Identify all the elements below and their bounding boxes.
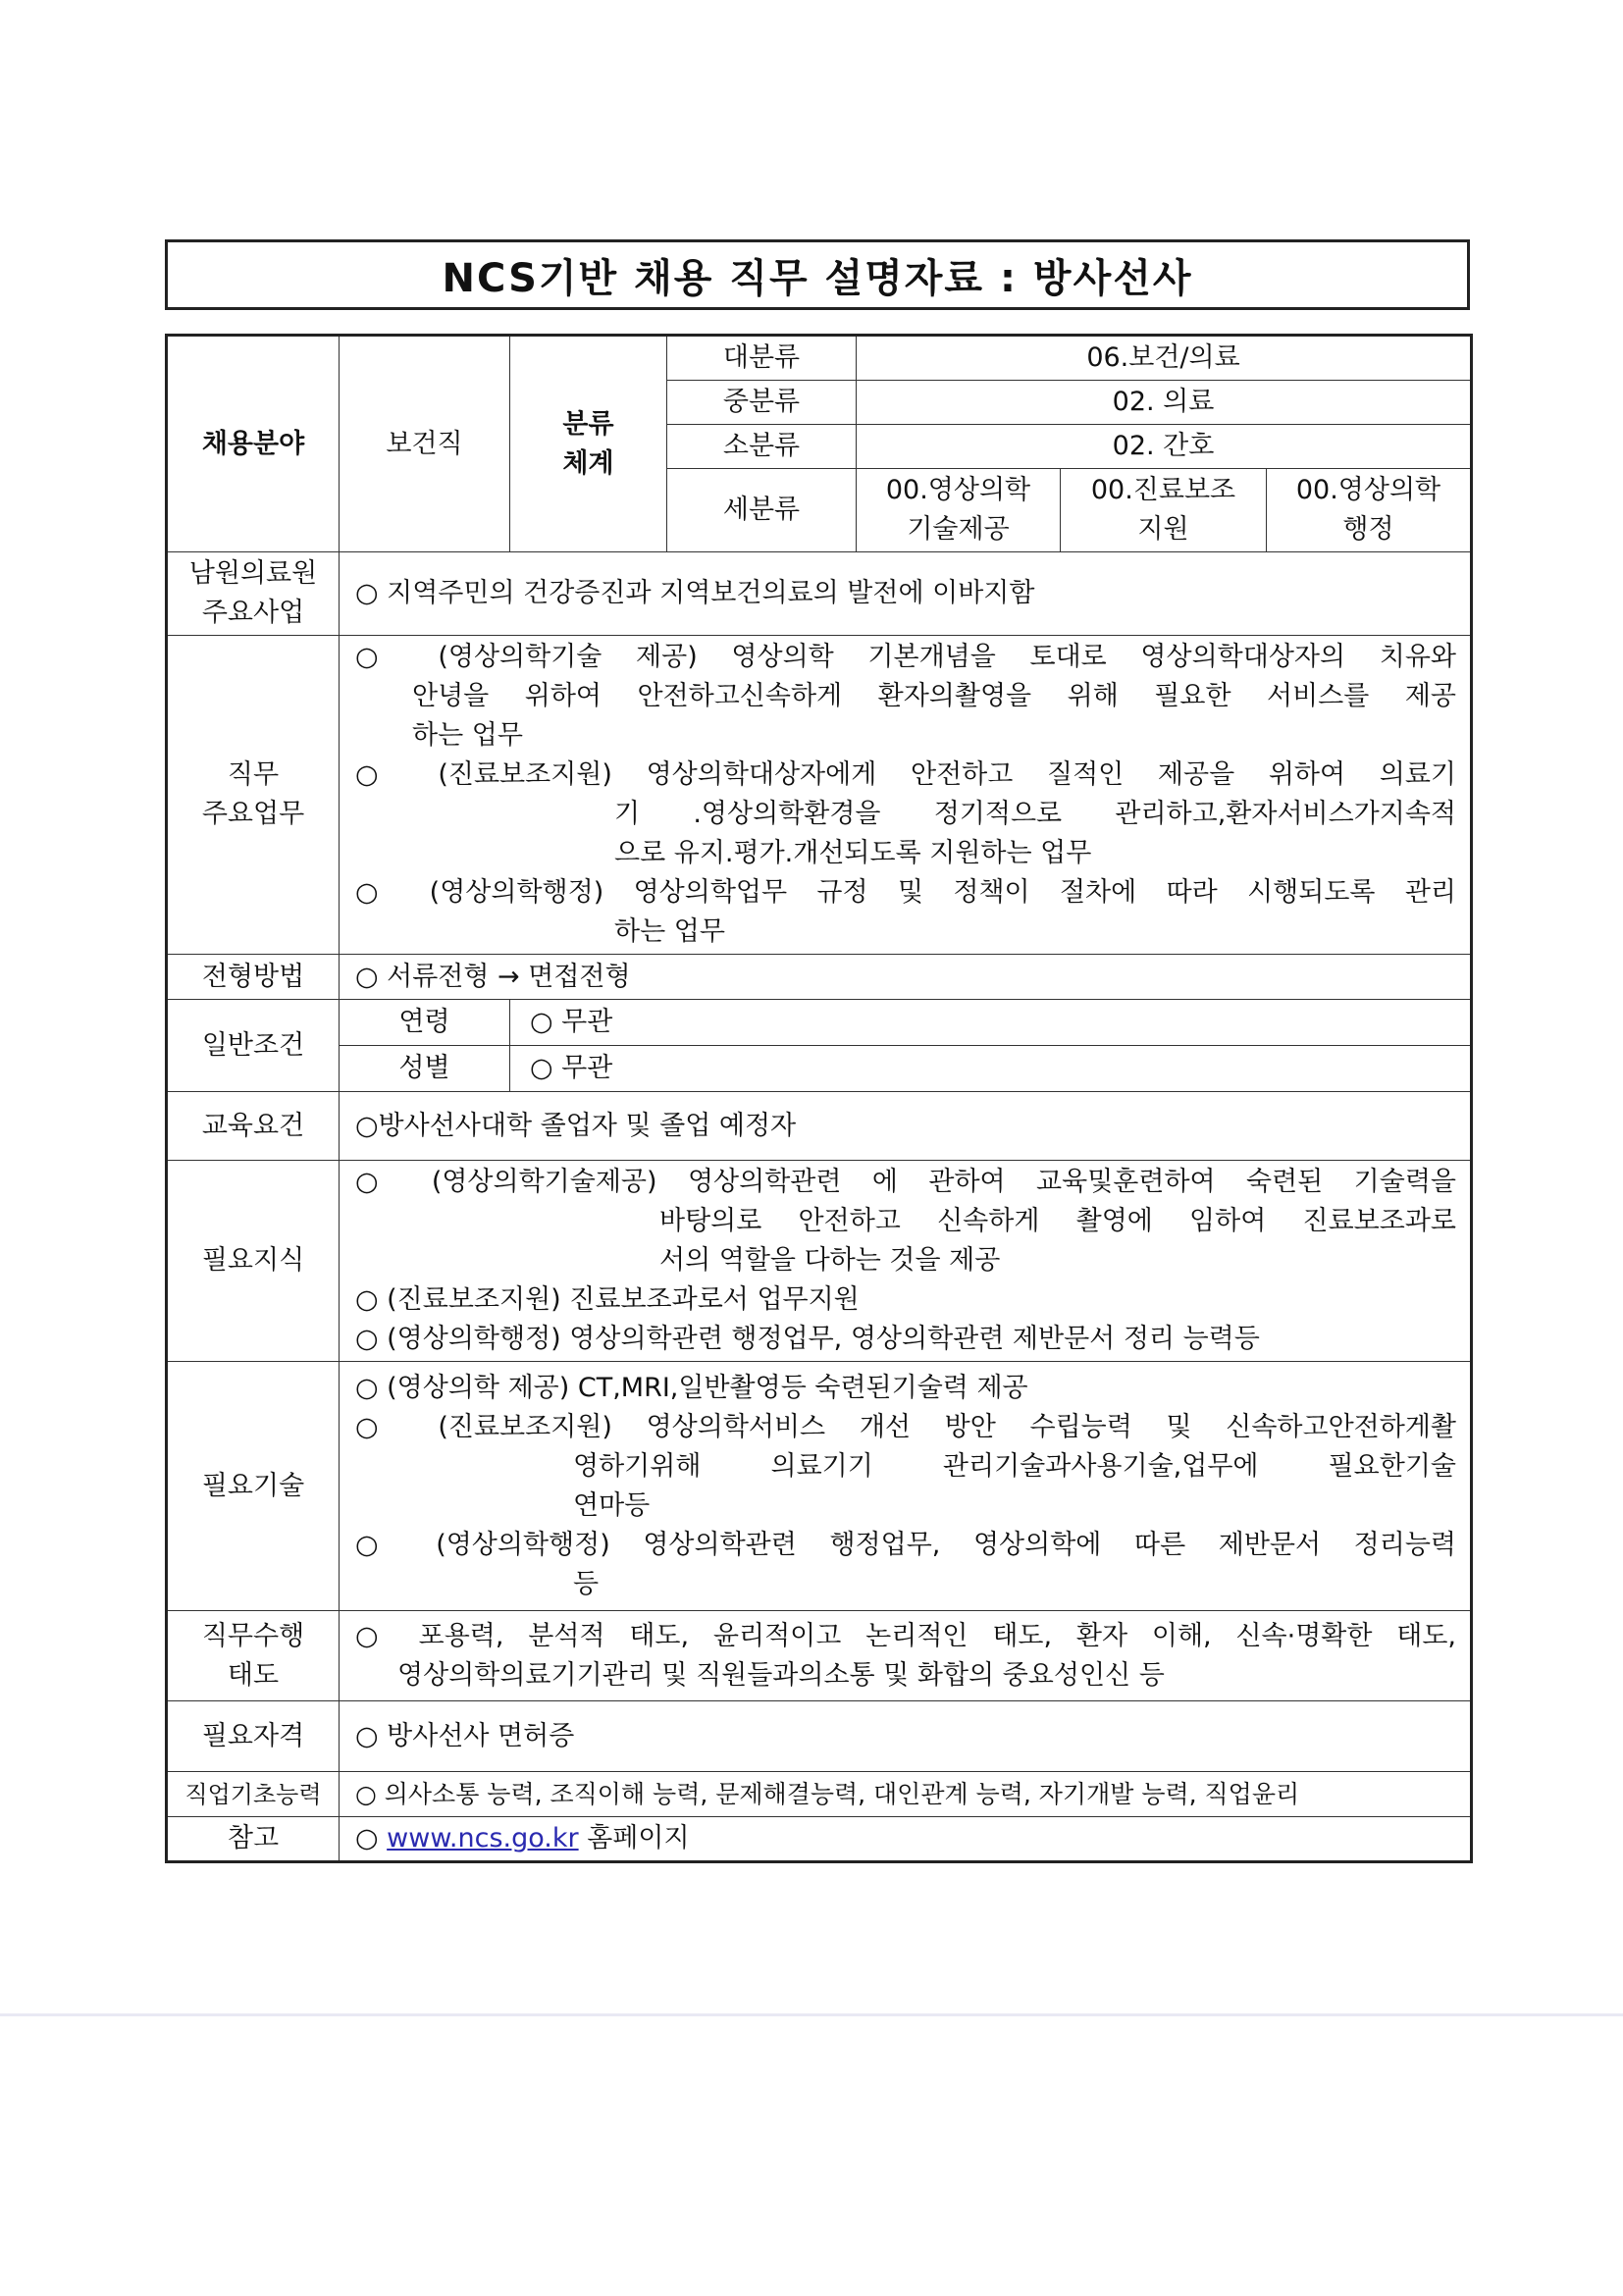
- sub-class-value-3-line2: 행정: [1342, 514, 1394, 545]
- gender-label: 성별: [340, 1046, 510, 1092]
- knowledge-line: ○ (진료보조지원) 진료보조과로서 업무지원: [355, 1284, 860, 1315]
- skills-label: 필요기술: [167, 1362, 340, 1611]
- sub-class-value-1-line2: 기술제공: [907, 514, 1010, 545]
- age-label: 연령: [340, 1000, 510, 1046]
- skills-line: ○ (진료보조지원) 영상의학서비스 개선 방안 수립능력 및 신속하고안전하게촬: [355, 1411, 1457, 1442]
- sub-class-value-2-line2: 지원: [1137, 514, 1189, 545]
- duties-line: 으로 유지.평가.개선되도록 지원하는 업무: [614, 838, 1092, 868]
- education-text: ○방사선사대학 졸업자 및 졸업 예정자: [340, 1092, 1472, 1161]
- general-label: 일반조건: [167, 1000, 340, 1092]
- field-value: 보건직: [340, 336, 510, 552]
- reference-label: 참고: [167, 1817, 340, 1862]
- duties-label-line2: 주요업무: [201, 799, 305, 829]
- sub-class-value-2-line1: 00.진료보조: [1090, 475, 1236, 505]
- qualification-text: ○ 방사선사 면허증: [340, 1701, 1472, 1772]
- job-description-table: [165, 334, 1473, 1863]
- duties-label-line1: 직무: [227, 759, 280, 790]
- sub-class-value-3: [1267, 469, 1472, 552]
- duties-line: ○ (영상의학행정) 영상의학업무 규정 및 정책이 절차에 따라 시행되도록 관리: [355, 877, 1457, 908]
- attitude-line: ○ 포용력, 분석적 태도, 윤리적이고 논리적인 태도, 환자 이해, 신속·명확한 태도,: [355, 1620, 1457, 1651]
- ncs-website-link[interactable]: www.ncs.go.kr: [387, 1823, 579, 1853]
- selection-label: 전형방법: [167, 955, 340, 1000]
- attitude-line: 영상의학의료기기관리 및 직원들과의소통 및 화합의 중요성인신 등: [397, 1659, 1165, 1691]
- sub-class-label: 세분류: [667, 469, 857, 552]
- skills-line: ○ (영상의학행정) 영상의학관련 행정업무, 영상의학에 따른 제반문서 정리능력: [355, 1529, 1457, 1560]
- education-label: 교육요건: [167, 1092, 340, 1161]
- classification-label: [510, 336, 667, 552]
- qualification-label: 필요자격: [167, 1701, 340, 1772]
- age-value: ○ 무관: [510, 1000, 1472, 1046]
- gender-value: ○ 무관: [510, 1046, 1472, 1092]
- business-label-line2: 주요사업: [201, 598, 305, 628]
- attitude-label-line2: 태도: [227, 1659, 280, 1691]
- knowledge-content: [340, 1161, 1472, 1362]
- selection-text: ○ 서류전형 → 면접전형: [340, 955, 1472, 1000]
- duties-label: [167, 636, 340, 955]
- knowledge-line: ○ (영상의학행정) 영상의학관련 행정업무, 영상의학관련 제반문서 정리 능력등: [355, 1324, 1260, 1354]
- major-class-label: 대분류: [667, 336, 857, 381]
- skills-line: ○ (영상의학 제공) CT,MRI,일반촬영등 숙련된기술력 제공: [355, 1372, 1028, 1403]
- middle-class-value: 02. 의료: [857, 381, 1472, 425]
- field-label: 채용분야: [167, 336, 340, 552]
- basic-ability-label: 직업기초능력: [167, 1772, 340, 1817]
- major-class-value: 06.보건/의료: [857, 336, 1472, 381]
- skills-line: 영하기위해 의료기기 관리기술과사용기술,업무에 필요한기술: [573, 1450, 1457, 1482]
- duties-line: 안녕을 위하여 안전하고신속하게 환자의촬영을 위해 필요한 서비스를 제공: [412, 681, 1457, 711]
- duties-line: ○ (영상의학기술 제공) 영상의학 기본개념을 토대로 영상의학대상자의 치유와: [355, 642, 1457, 672]
- knowledge-line: ○ (영상의학기술제공) 영상의학관련 에 관하여 교육및훈련하여 숙련된 기술력을: [355, 1167, 1457, 1197]
- classification-label-line2: 체계: [562, 447, 614, 479]
- business-text: ○ 지역주민의 건강증진과 지역보건의료의 발전에 이바지함: [340, 552, 1472, 636]
- business-label-line1: 남원의료원: [188, 558, 318, 589]
- duties-line: 하는 업무: [412, 720, 523, 751]
- business-label: [167, 552, 340, 636]
- sub-class-value-3-line1: 00.영상의학: [1295, 475, 1441, 505]
- sub-class-value-1: [857, 469, 1061, 552]
- sub-class-value-1-line1: 00.영상의학: [885, 475, 1031, 505]
- knowledge-label: 필요지식: [167, 1161, 340, 1362]
- attitude-content: [340, 1611, 1472, 1701]
- scan-artifact-line: [0, 2013, 1623, 2016]
- classification-label-line1: 분류: [562, 408, 614, 440]
- reference-suffix: 홈페이지: [587, 1823, 690, 1853]
- duties-content: [340, 636, 1472, 955]
- middle-class-label: 중분류: [667, 381, 857, 425]
- reference-content: [340, 1817, 1472, 1862]
- minor-class-value: 02. 간호: [857, 425, 1472, 469]
- duties-line: 기 .영상의학환경을 정기적으로 관리하고,환자서비스가지속적: [614, 799, 1457, 829]
- skills-content: [340, 1362, 1472, 1611]
- skills-line: 연마등: [573, 1489, 651, 1521]
- skills-line: 등: [573, 1568, 600, 1599]
- reference-bullet: ○: [355, 1823, 379, 1853]
- minor-class-label: 소분류: [667, 425, 857, 469]
- knowledge-line: 서의 역할을 다하는 것을 제공: [659, 1245, 1001, 1276]
- basic-ability-text: ○ 의사소통 능력, 조직이해 능력, 문제해결능력, 대인관계 능력, 자기개발 능력, 직업윤리: [340, 1772, 1472, 1817]
- duties-line: 하는 업무: [614, 916, 725, 947]
- sub-class-value-2: [1061, 469, 1267, 552]
- duties-line: ○ (진료보조지원) 영상의학대상자에게 안전하고 질적인 제공을 위하여 의료기: [355, 759, 1457, 790]
- knowledge-line: 바탕의로 안전하고 신속하게 촬영에 임하여 진료보조과로: [659, 1206, 1457, 1236]
- attitude-label: [167, 1611, 340, 1701]
- page-title: NCS기반 채용 직무 설명자료 : 방사선사: [165, 239, 1470, 310]
- attitude-label-line1: 직무수행: [201, 1620, 305, 1651]
